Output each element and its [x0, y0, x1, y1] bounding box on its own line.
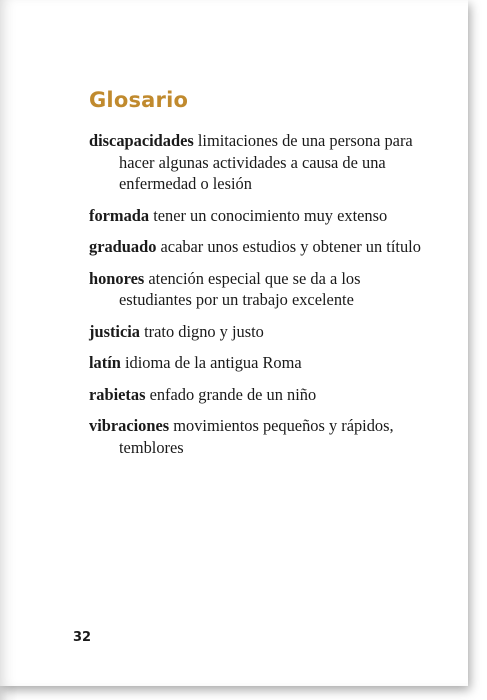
page-number: 32	[73, 630, 92, 645]
glossary-term: rabietas	[89, 384, 146, 404]
glossary-definition: limitaciones de una persona para hacer algunas actividades a causa de una enfermedad o lesión	[119, 131, 413, 193]
glossary-term: justicia	[89, 321, 140, 341]
glossary-entry	[89, 236, 429, 258]
glossary-entry	[89, 384, 429, 406]
glossary-entry	[89, 352, 429, 374]
glossary-definition: atención especial que se da a los estudiantes por un trabajo excelente	[119, 268, 361, 309]
glossary-definition: tener un conocimiento muy extenso	[153, 205, 388, 225]
glossary-entry	[89, 268, 429, 311]
glossary-definition: trato digno y justo	[144, 321, 264, 341]
glossary-term: graduado	[89, 237, 157, 256]
glossary-definition: movimientos pequeños y rápidos, temblores	[119, 416, 394, 457]
glossary-entry	[89, 321, 429, 343]
glossary-entry	[89, 415, 429, 458]
glossary-definition: idioma de la antigua Roma	[125, 353, 302, 372]
glossary-list	[89, 130, 429, 468]
glossary-term: discapacidades	[89, 131, 194, 150]
glossary-term: honores	[89, 268, 145, 288]
glossary-term: formada	[89, 205, 150, 225]
glossary-entry	[89, 205, 429, 227]
glossary-term: latín	[89, 353, 121, 372]
glossary-definition: enfado grande de un niño	[149, 384, 317, 404]
glossary-entry	[89, 130, 429, 195]
glossary-term: vibraciones	[89, 416, 170, 435]
page-title: Glosario	[89, 88, 189, 112]
glossary-definition: acabar unos estudios y obtener un título	[160, 237, 421, 256]
